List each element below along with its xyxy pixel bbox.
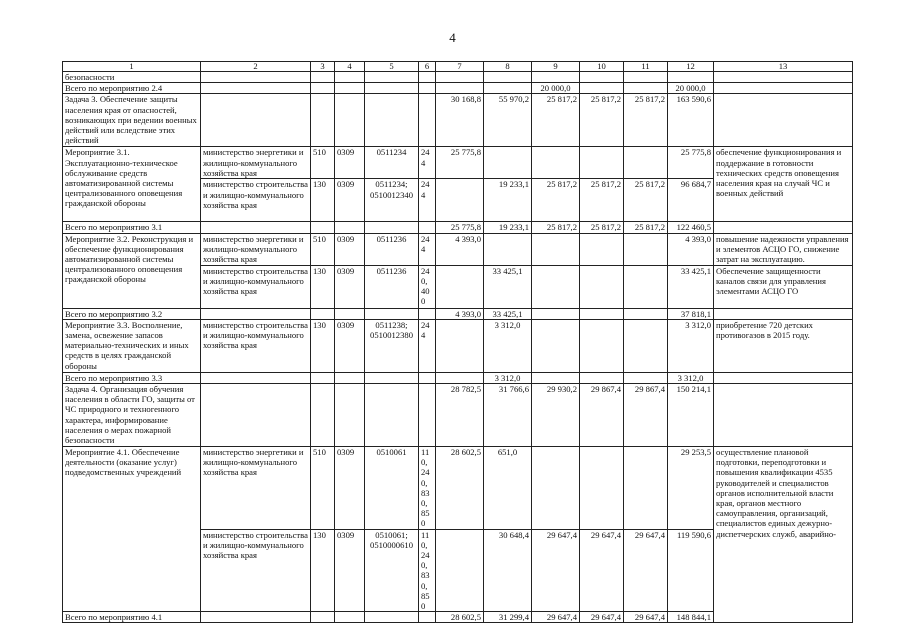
cell-value: 163 590,6 xyxy=(668,94,714,147)
org-name: министерство энергетики и жилищно-коммунального хозяйства края xyxy=(201,233,311,265)
cell-value: 3 312,0 xyxy=(484,372,532,383)
row-name: Всего по мероприятию 3.2 xyxy=(63,308,201,319)
result-text: осуществление плановой подготовки, переподготовки и повышения квалификации 4535 руководителей и специалистов органов исполнительной власти края, органов местного самоуправления, организаций, специалистов единых дежурно-диспетчерских служб, аварийно- xyxy=(714,447,853,623)
header-row xyxy=(63,62,853,72)
cell-value: 510 xyxy=(311,147,335,179)
cell-value: 29 647,4 xyxy=(580,529,624,612)
cell-value: 244 xyxy=(419,319,436,372)
row-name: Задача 3. Обеспечение защиты населения края от опасностей, возникающих при ведении военных действий или вследствие этих действий xyxy=(63,94,201,147)
cell-value: 25 817,2 xyxy=(532,179,580,222)
table-row xyxy=(63,447,853,530)
cell-value: 0511234 xyxy=(365,147,419,179)
cell-value: 3 312,0 xyxy=(484,319,532,372)
cell-value: 25 817,2 xyxy=(580,94,624,147)
cell-value: 150 214,1 xyxy=(668,384,714,447)
table-row xyxy=(63,319,853,372)
cell-value: 25 817,2 xyxy=(624,222,668,233)
cell-value: 244 xyxy=(419,179,436,222)
cell-value: 20 000,0 xyxy=(532,83,580,94)
header-cell: 10 xyxy=(580,62,624,72)
cell-value: 19 233,1 xyxy=(484,222,532,233)
result-text: приобретение 720 детских противогазов в 2015 году. xyxy=(714,319,853,372)
result-text: Обеспечение защищенности каналов связи для управления элементами АСЦО ГО xyxy=(714,265,853,308)
org-name: министерство строительства и жилищно-коммунального хозяйства края xyxy=(201,265,311,308)
row-name: Мероприятие 3.2. Реконструкция и обеспечение функционирования автоматизированной системы централизованного оповещения гражданской обороны xyxy=(63,233,201,308)
org-name: министерство энергетики и жилищно-коммунального хозяйства края xyxy=(201,447,311,530)
cell-value: 25 775,8 xyxy=(436,222,484,233)
cell-value: 31 766,6 xyxy=(484,384,532,447)
cell-value: 0511236 xyxy=(365,233,419,265)
cell-value: 0511234; 0510012340 xyxy=(365,179,419,222)
cell-value: 25 775,8 xyxy=(668,147,714,179)
header-cell: 5 xyxy=(365,62,419,72)
org-name: министерство строительства и жилищно-коммунального хозяйства края xyxy=(201,179,311,222)
cell-value: 29 253,5 xyxy=(668,447,714,530)
cell-value: 25 817,2 xyxy=(580,179,624,222)
cell-value: 244 xyxy=(419,147,436,179)
table-row xyxy=(63,233,853,265)
table-row xyxy=(63,72,853,83)
cell-value: 29 647,4 xyxy=(580,612,624,623)
cell-value: 510 xyxy=(311,447,335,530)
cell-value: 110, 240, 830, 850 xyxy=(419,529,436,612)
cell-value: 130 xyxy=(311,179,335,222)
cell-value: 29 647,4 xyxy=(532,612,580,623)
header-cell: 11 xyxy=(624,62,668,72)
header-cell: 3 xyxy=(311,62,335,72)
table-row xyxy=(63,83,853,94)
header-cell: 2 xyxy=(201,62,311,72)
cell-value: 3 312,0 xyxy=(668,372,714,383)
cell-value: 148 844,1 xyxy=(668,612,714,623)
result-text: обеспечение функционирования и поддержание в готовности технических средств оповещения населения края на случай ЧС и военных действий xyxy=(714,147,853,222)
budget-table xyxy=(62,61,853,623)
header-cell: 1 xyxy=(63,62,201,72)
org-name: министерство строительства и жилищно-коммунального хозяйства края xyxy=(201,319,311,372)
cell-value: 29 930,2 xyxy=(532,384,580,447)
cell-value: 28 602,5 xyxy=(436,447,484,530)
cell-value: 28 602,5 xyxy=(436,612,484,623)
row-name: Мероприятие 4.1. Обеспечение деятельности (оказание услуг) подведомственных учреждений xyxy=(63,447,201,612)
cell-value: 30 648,4 xyxy=(484,529,532,612)
row-name: Всего по мероприятию 3.3 xyxy=(63,372,201,383)
table-row xyxy=(63,372,853,383)
table-row xyxy=(63,308,853,319)
table-row xyxy=(63,384,853,447)
cell-value: 33 425,1 xyxy=(484,265,532,308)
cell-value: 240, 400 xyxy=(419,265,436,308)
cell-value: 4 393,0 xyxy=(668,233,714,265)
cell-value: 20 000,0 xyxy=(668,83,714,94)
cell-value: 30 168,8 xyxy=(436,94,484,147)
cell-value: 130 xyxy=(311,529,335,612)
cell-value: 119 590,6 xyxy=(668,529,714,612)
cell-value: 29 867,4 xyxy=(624,384,668,447)
row-name: Мероприятие 3.3. Восполнение, замена, освежение запасов материально-технических и иных средств в целях гражданской обороны xyxy=(63,319,201,372)
cell-value: 96 684,7 xyxy=(668,179,714,222)
org-name: министерство строительства и жилищно-коммунального хозяйства края xyxy=(201,529,311,612)
row-name: Всего по мероприятию 3.1 xyxy=(63,222,201,233)
table-row xyxy=(63,147,853,179)
cell-value: 33 425,1 xyxy=(668,265,714,308)
cell-value: 0511238; 0510012380 xyxy=(365,319,419,372)
cell-value: 110, 240, 830, 850 xyxy=(419,447,436,530)
header-cell: 13 xyxy=(714,62,853,72)
cell-value: 0309 xyxy=(335,147,365,179)
header-cell: 12 xyxy=(668,62,714,72)
header-cell: 8 xyxy=(484,62,532,72)
cell-value: 0510061; 0510000610 xyxy=(365,529,419,612)
table-row xyxy=(63,94,853,147)
row-name: Мероприятие 3.1. Эксплуатационно-техническое обслуживание средств автоматизированной системы централизованного оповещения гражданской обороны xyxy=(63,147,201,222)
header-cell: 4 xyxy=(335,62,365,72)
cell-value: 244 xyxy=(419,233,436,265)
cell-value: 25 817,2 xyxy=(580,222,624,233)
header-cell: 9 xyxy=(532,62,580,72)
cell-value: 25 775,8 xyxy=(436,147,484,179)
cell-value: 55 970,2 xyxy=(484,94,532,147)
cell-value: 122 460,5 xyxy=(668,222,714,233)
cell-value: 37 818,1 xyxy=(668,308,714,319)
page-number: 4 xyxy=(449,30,456,45)
cell-value: 4 393,0 xyxy=(436,233,484,265)
cell-value: 25 817,2 xyxy=(624,94,668,147)
cell-value: 510 xyxy=(311,233,335,265)
cell-value: 29 867,4 xyxy=(580,384,624,447)
cell-value: 25 817,2 xyxy=(532,222,580,233)
row-name: Задача 4. Организация обучения населения в области ГО, защиты от ЧС природного и техногенного характера, информирование населения о мерах пожарной безопасности xyxy=(63,384,201,447)
cell-value: 0309 xyxy=(335,233,365,265)
cell-value: 25 817,2 xyxy=(624,179,668,222)
cell-value: 31 299,4 xyxy=(484,612,532,623)
cell-value: 29 647,4 xyxy=(624,529,668,612)
table-row xyxy=(63,222,853,233)
cell-value: 28 782,5 xyxy=(436,384,484,447)
header-cell: 7 xyxy=(436,62,484,72)
cell-value: 4 393,0 xyxy=(436,308,484,319)
cell-value: 19 233,1 xyxy=(484,179,532,222)
result-text: повышение надежности управления и элементов АСЦО ГО, снижение затрат на эксплуатацию. xyxy=(714,233,853,265)
row-name: безопасности xyxy=(63,72,201,83)
row-name: Всего по мероприятию 2.4 xyxy=(63,83,201,94)
cell-value: 29 647,4 xyxy=(624,612,668,623)
org-name: министерство энергетики и жилищно-коммунального хозяйства края xyxy=(201,147,311,179)
cell-value: 0309 xyxy=(335,179,365,222)
cell-value: 25 817,2 xyxy=(532,94,580,147)
cell-value: 130 xyxy=(311,319,335,372)
cell-value: 0309 xyxy=(335,529,365,612)
row-name: Всего по мероприятию 4.1 xyxy=(63,612,201,623)
cell-value: 0309 xyxy=(335,265,365,308)
cell-value: 651,0 xyxy=(484,447,532,530)
cell-value: 33 425,1 xyxy=(484,308,532,319)
cell-value: 0309 xyxy=(335,319,365,372)
cell-value: 3 312,0 xyxy=(668,319,714,372)
header-cell: 6 xyxy=(419,62,436,72)
cell-value: 130 xyxy=(311,265,335,308)
cell-value: 0510061 xyxy=(365,447,419,530)
cell-value: 0309 xyxy=(335,447,365,530)
cell-value: 0511236 xyxy=(365,265,419,308)
cell-value: 29 647,4 xyxy=(532,529,580,612)
